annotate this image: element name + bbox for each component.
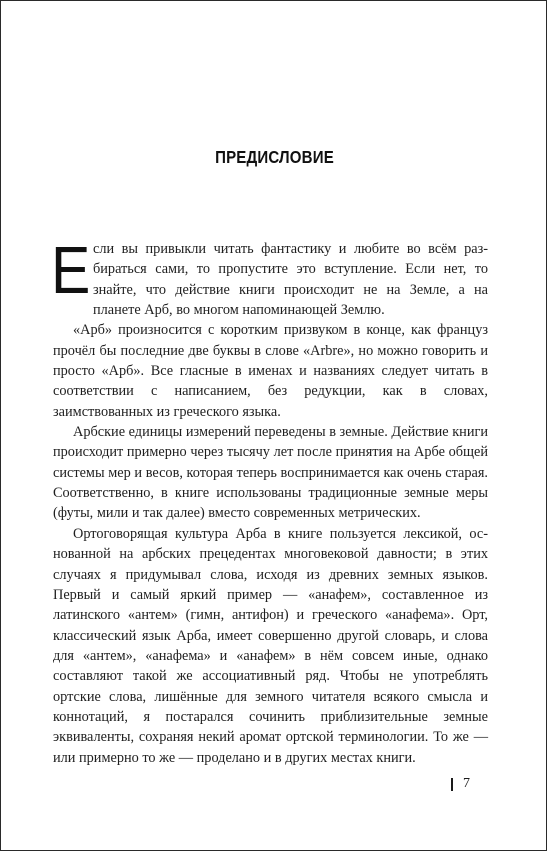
page-number: 7 <box>463 776 470 791</box>
drop-cap: Е <box>51 233 91 308</box>
paragraph-3: Арбские единицы измерений переведены в земные. Действие книги происходит примерно через тысячу лет после принятия на Арбе общей системы мер и весов, которая теперь воспринимается как очень старая. Соответственно, в книге использованы традиционные земные меры (футы, мили и так далее) вместо современных метрических. <box>53 424 488 522</box>
paragraph-1-text: сли вы привыкли читать фантастику и любите во всём разбираться сами, то пропустите это вступление. Если нет, то знайте, что действие книги происходит не на Земле, а на планете Арб, во многом напоминающей Землю. <box>93 241 488 319</box>
body-text <box>51 233 488 768</box>
paragraph-1 <box>51 233 488 320</box>
page-footer <box>451 776 471 792</box>
paragraph-4: Ортоговорящая культура Арба в книге пользуется лексикой, основанной на арбских прецедентах многовековой давности; в этих случаях я придумывал слова, исходя из древних земных языков. Первый и самый яркий пример — «анафем», составленное из латинского «антем» (гимн, антифон) и греческого «анафема». Орт, классический язык Арба, имеет совершенно другой словарь, и слова для «антем», «анафема» и «анафем» в нём совсем иные, однако составляют такой же ассоциативный ряд. Чтобы не употреблять ортские слова, лишённые для земного читателя всякого смысла и коннотаций, я постарался сочинить приблизительные земные эквиваленты, сохраняя некий аромат ортской терминологии. То же — или примерно то же — проделано и в других местах книги. <box>53 525 488 766</box>
paragraph-2: «Арб» произносится с коротким призвуком в конце, как француз прочёл бы последние две буквы в слове «Arbre», но можно говорить и просто «Арб». Все гласные в именах и названиях следует читать в соответствии с написанием, без редукции, как в словах, заимствованных из греческого языка. <box>53 322 488 420</box>
chapter-heading: ПРЕДИСЛОВИЕ <box>215 147 334 167</box>
folio-divider <box>451 778 454 791</box>
